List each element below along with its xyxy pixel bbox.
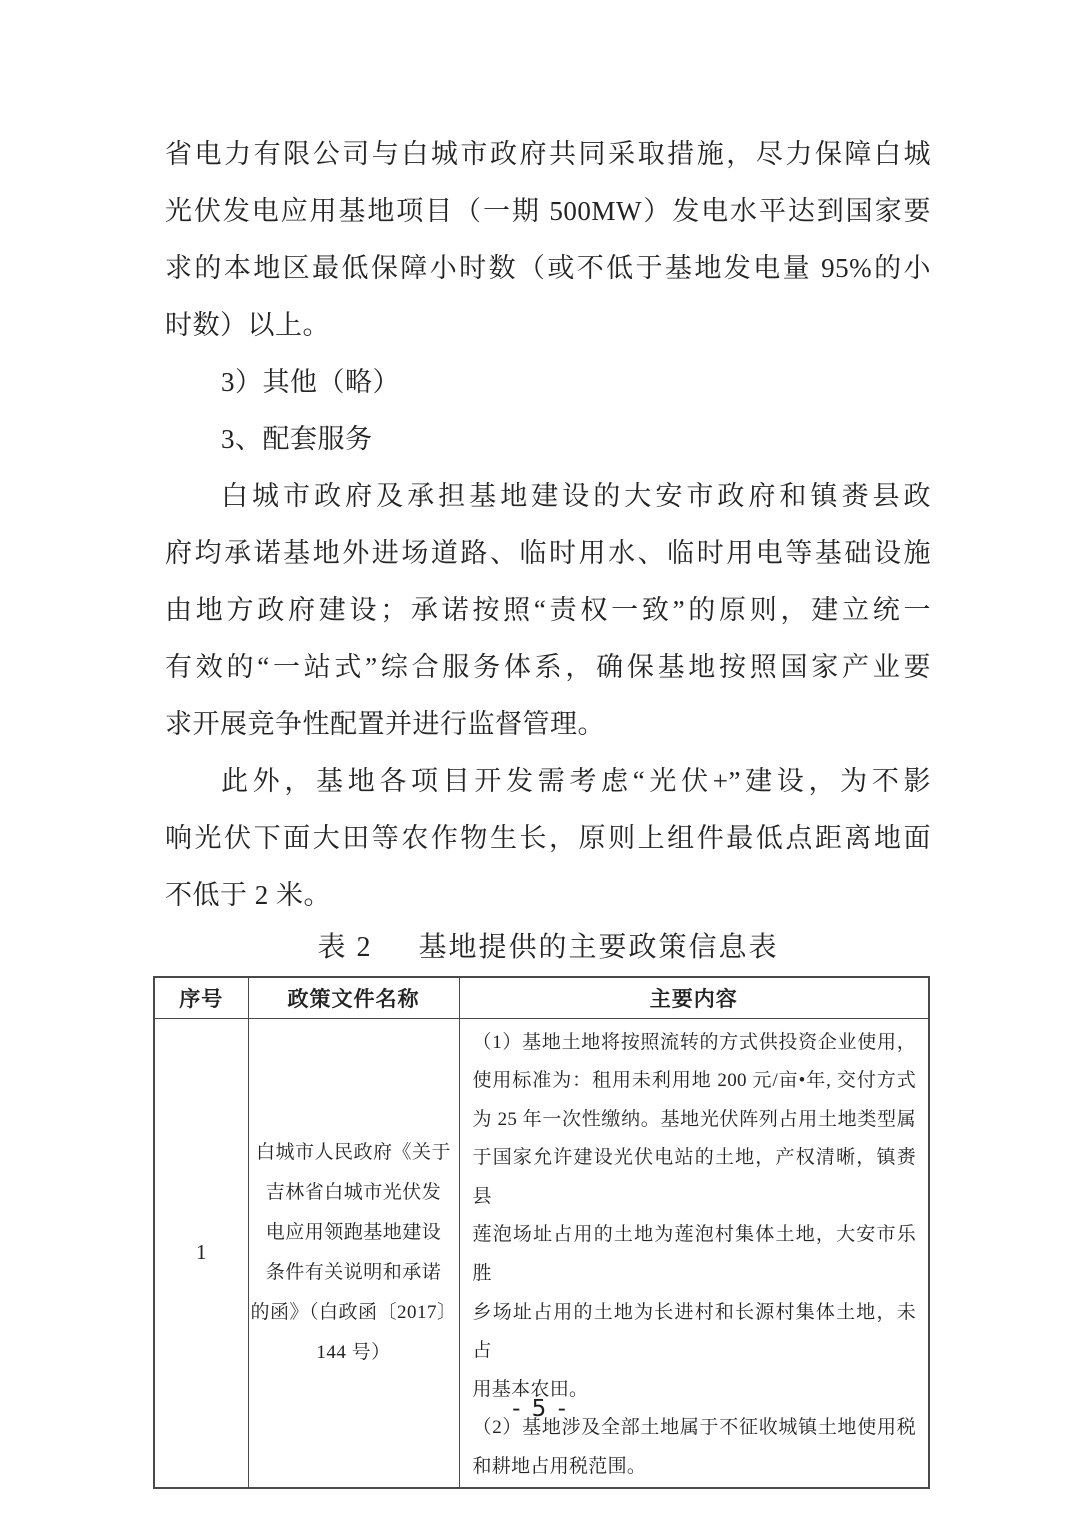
header-cell-no: 序号 — [154, 977, 248, 1018]
content-line: 于国家允许建设光伏电站的土地，产权清晰，镇赉县 — [472, 1147, 916, 1207]
list-item-other: 3）其他（略） — [221, 367, 400, 397]
content-line: 为 25 年一次性缴纳。基地光伏阵列占用土地类型属 — [472, 1108, 916, 1130]
body-line: 白城市政府及承担基地建设的大安市政府和镇赉县政 — [221, 481, 931, 511]
policy-name-line: 电应用领跑基地建设 — [265, 1221, 442, 1243]
table-caption — [165, 922, 931, 974]
policy-name-line: 白城市人民政府《关于 — [255, 1141, 451, 1163]
policy-name-line: 吉林省白城市光伏发 — [265, 1181, 442, 1203]
body-line: 时数）以上。 — [165, 310, 330, 340]
header-cell-policy: 政策文件名称 — [248, 977, 459, 1018]
body-line: 响光伏下面大田等农作物生长，原则上组件最低点距离地面 — [165, 823, 931, 853]
body-text — [165, 126, 931, 924]
section-heading: 3、配套服务 — [221, 424, 373, 454]
policy-name-line: 144 号） — [316, 1341, 391, 1363]
body-line: 省电力有限公司与白城市政府共同采取措施，尽力保障白城 — [165, 139, 931, 169]
content-line: 乡场址占用的土地为长进村和长源村集体土地，未占 — [472, 1301, 916, 1362]
page-number: - 5 - — [512, 1396, 568, 1422]
body-line: 不低于 2 米。 — [165, 880, 331, 910]
body-line: 府均承诺基地外进场道路、临时用水、临时用电等基础设施 — [165, 538, 931, 568]
policy-name-line: 条件有关说明和承诺 — [265, 1261, 442, 1283]
body-line: 此外，基地各项目开发需考虑“光伏+”建设，为不影 — [221, 766, 931, 796]
content-line: 用基本农田。 — [472, 1378, 589, 1400]
body-line: 求开展竞争性配置并进行监督管理。 — [165, 709, 605, 739]
table-header-row — [154, 977, 929, 1018]
content-line: 莲泡场址占用的土地为莲泡村集体土地，大安市乐胜 — [472, 1224, 916, 1285]
content-line: 和耕地占用税范围。 — [472, 1456, 647, 1478]
content-line: 使用标准为：租用未利用地 200 元/亩•年, 交付方式 — [472, 1070, 916, 1092]
body-line: 求的本地区最低保障小时数（或不低于基地发电量 95%的小 — [165, 253, 931, 283]
row-number-cell: 1 — [154, 1018, 248, 1488]
header-cell-content: 主要内容 — [459, 977, 929, 1018]
policy-name-line: 的函》（白政函〔2017〕 — [250, 1301, 457, 1323]
content-line: （1）基地土地将按照流转的方式供投资企业使用， — [472, 1031, 916, 1053]
content-line: （2）基地涉及全部土地属于不征收城镇土地使用税 — [472, 1417, 916, 1439]
table-caption-label: 表 2 — [317, 932, 373, 963]
table-caption-title: 基地提供的主要政策信息表 — [418, 932, 779, 963]
body-line: 光伏发电应用基地项目（一期 500MW）发电水平达到国家要 — [165, 196, 931, 226]
body-line: 有效的“一站式”综合服务体系，确保基地按照国家产业要 — [165, 652, 931, 682]
body-line: 由地方政府建设；承诺按照“责权一致”的原则，建立统一 — [165, 595, 931, 625]
